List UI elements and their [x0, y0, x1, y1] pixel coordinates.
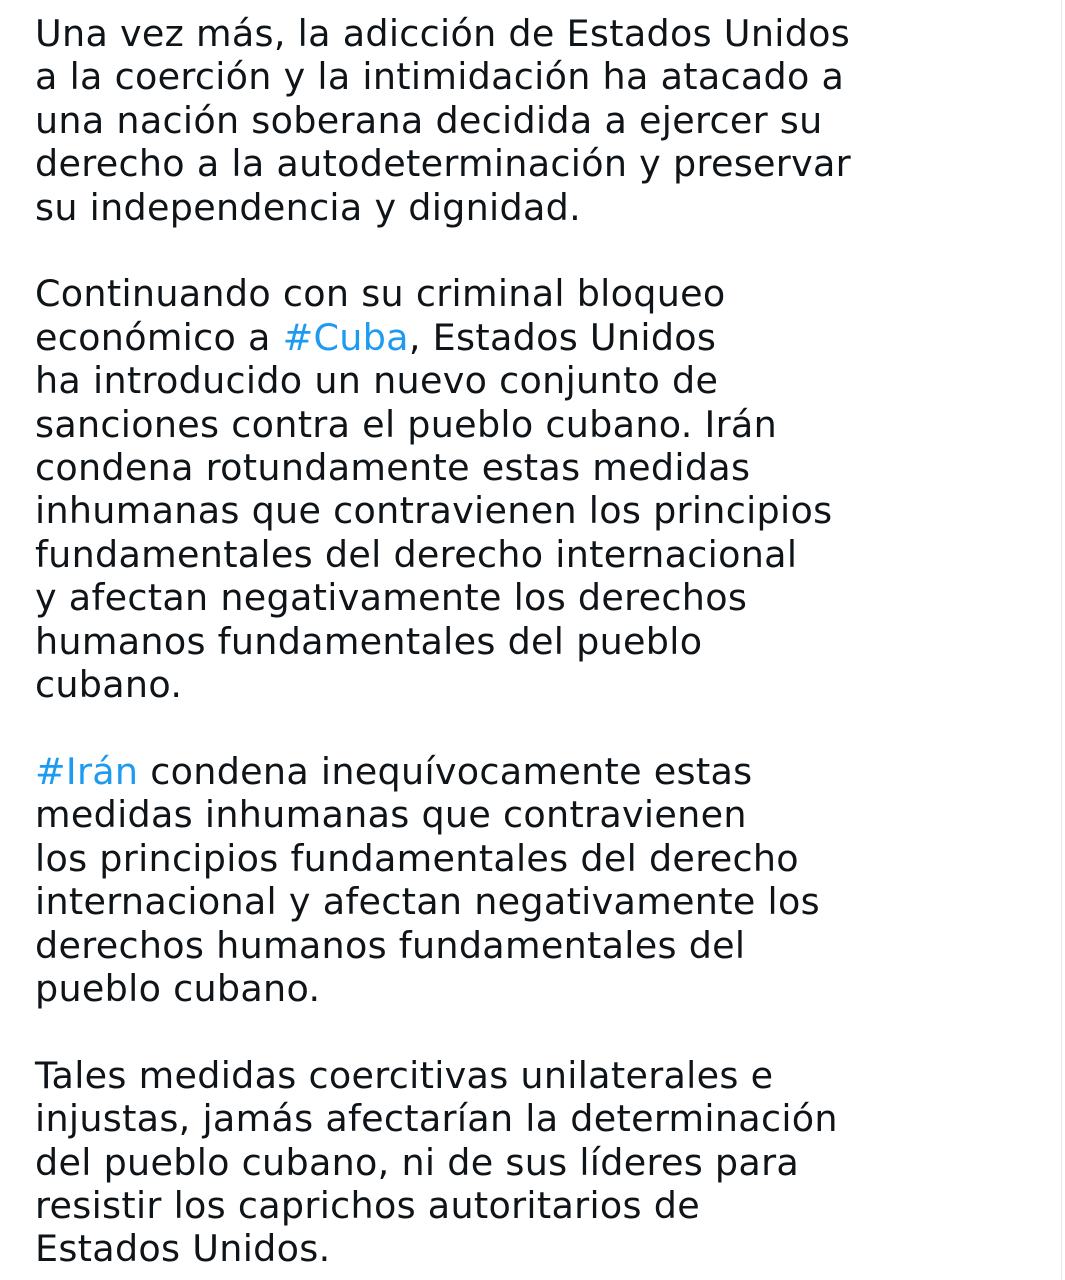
text-line [35, 750, 1045, 793]
text-line: Una vez más, la adicción de Estados Unidos [35, 12, 851, 55]
text-line: y afectan negativamente los derechos [35, 576, 748, 620]
text-segment: económico a [35, 315, 283, 359]
text-line: pueblo cubano. [35, 966, 321, 1010]
text-line: a la coerción y la intimidación ha atacado a [35, 55, 845, 99]
text-line: fundamentales del derecho internacional [35, 532, 798, 576]
text-line: Estados Unidos. [35, 1227, 331, 1271]
text-line: su independencia y dignidad. [35, 185, 582, 229]
text-line: injustas, jamás afectarían la determinación [35, 1097, 838, 1141]
text-line: sanciones contra el pueblo cubano. Irán [35, 402, 778, 446]
text-line: ha introducido un nuevo conjunto de [35, 359, 719, 403]
tweet-paragraph-1 [35, 12, 1045, 229]
text-line: inhumanas que contravienen los principios [35, 489, 833, 533]
text-line [35, 316, 1045, 359]
text-line: condena rotundamente estas medidas [35, 446, 751, 490]
text-line: Continuando con su criminal bloqueo [35, 272, 726, 316]
hashtag-link-iran[interactable]: #Irán [35, 749, 139, 793]
tweet-paragraph-3 [35, 750, 1045, 1010]
text-segment: , Estados Unidos [408, 315, 717, 359]
text-line: derecho a la autodeterminación y preservar [35, 142, 851, 186]
text-line: internacional y afectan negativamente los [35, 880, 820, 924]
text-segment: condena inequívocamente estas [138, 749, 753, 793]
text-line: cubano. [35, 663, 183, 707]
text-line: derechos humanos fundamentales del [35, 923, 746, 967]
tweet-paragraph-2 [35, 272, 1045, 706]
scrollbar-track [1061, 0, 1062, 1280]
hashtag-link-cuba[interactable]: #Cuba [282, 315, 409, 359]
text-line: una nación soberana decidida a ejercer su [35, 98, 823, 142]
text-line: resistir los caprichos autoritarios de [35, 1183, 700, 1227]
text-line: los principios fundamentales del derecho [35, 836, 799, 880]
text-line: del pueblo cubano, ni de sus líderes para [35, 1140, 800, 1184]
text-line: humanos fundamentales del pueblo [35, 619, 703, 663]
text-line: Tales medidas coercitivas unilaterales e [35, 1053, 774, 1097]
tweet-paragraph-4 [35, 1054, 1045, 1271]
tweet-text [35, 12, 1045, 1280]
text-line: medidas inhumanas que contravienen [35, 793, 747, 837]
